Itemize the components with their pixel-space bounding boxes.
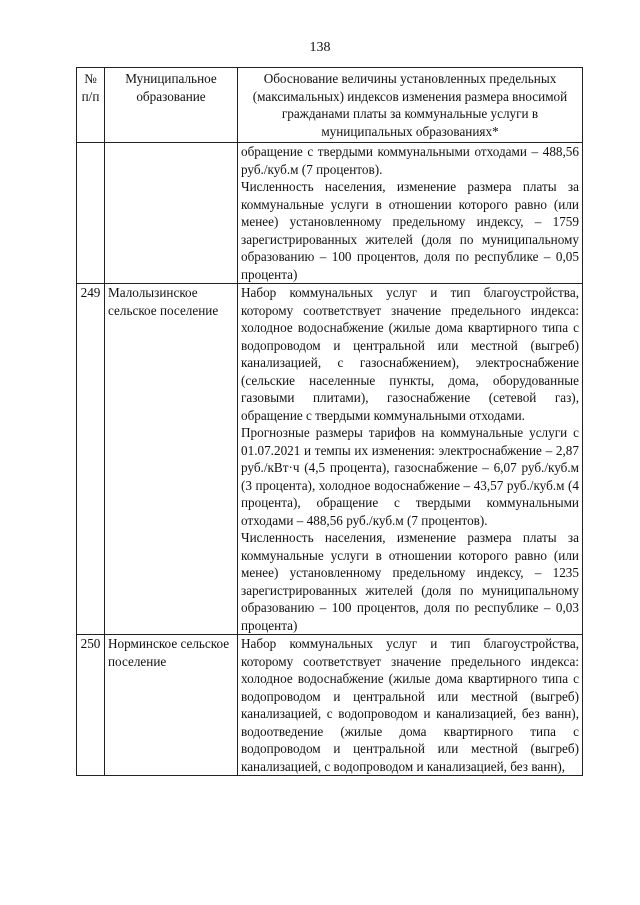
row-justification: [238, 143, 583, 284]
row-number: 250: [77, 635, 105, 776]
justification-paragraph: Численность населения, изменение размера платы за коммунальные услуги в отношении которого равно (или менее) установленному предельному индексу, – 1759 зарегистрированных жителей (доля по муниципальному образованию – 100 процентов, доля по республике – 0,05 процента): [241, 179, 579, 282]
table-row: [77, 284, 583, 635]
header-number: № п/п: [77, 68, 105, 143]
header-justification: Обоснование величины установленных предельных (максимальных) индексов изменения размера вносимой гражданами платы за коммунальные услуги в муниципальных образованиях*: [238, 68, 583, 143]
table-row: [77, 635, 583, 776]
justification-paragraph: Набор коммунальных услуг и тип благоустройства, которому соответствует значение предельного индекса: холодное водоснабжение (жилые дома квартирного типа с водопроводом и центральной или местной (выгреб) канализацией, с газоснабжением), электроснабжение (сельские населенные пункты, дома, оборудованные газовыми плитами), газоснабжение (сетевой газ), обращение с твердыми коммунальными отходами.: [241, 285, 579, 423]
justification-paragraph: Набор коммунальных услуг и тип благоустройства, которому соответствует значение предельного индекса: холодное водоснабжение (жилые дома квартирного типа с водопроводом и центральной или местной (выгреб) канализацией, с водопроводом и канализацией, без ванн), водоотведение (жилые дома квартирного типа с водопроводом и центральной или местной (выгреб) канализацией, с водопроводом и канализацией, без ванн),: [241, 636, 579, 774]
justification-paragraph: обращение с твердыми коммунальными отходами – 488,56 руб./куб.м (7 процентов).: [241, 144, 579, 177]
tariff-justification-table: [76, 67, 583, 776]
justification-paragraph: Прогнозные размеры тарифов на коммунальные услуги с 01.07.2021 и темпы их изменения: электроснабжение – 2,87 руб./кВт·ч (4,5 процента), газоснабжение – 6,07 руб./куб.м (3 процента), холодное водоснабжение – 43,57 руб./куб.м (4 процента), обращение с твердыми коммунальными отходами – 488,56 руб./куб.м (7 процентов).: [241, 425, 579, 528]
row-municipality: [105, 143, 238, 284]
row-justification: [238, 635, 583, 776]
justification-paragraph: Численность населения, изменение размера платы за коммунальные услуги в отношении которого равно (или менее) установленному предельному индексу, – 1235 зарегистрированных жителей (доля по муниципальному образованию – 100 процентов, доля по республике – 0,03 процента): [241, 530, 579, 633]
header-municipality: Муниципальное образование: [105, 68, 238, 143]
page-number: 138: [309, 40, 331, 55]
row-justification: [238, 284, 583, 635]
row-number: [77, 143, 105, 284]
row-municipality: Норминское сельское поселение: [105, 635, 238, 776]
table-header-row: [77, 68, 583, 143]
row-municipality: Малолызинское сельское поселение: [105, 284, 238, 635]
row-number: 249: [77, 284, 105, 635]
table-row: [77, 143, 583, 284]
